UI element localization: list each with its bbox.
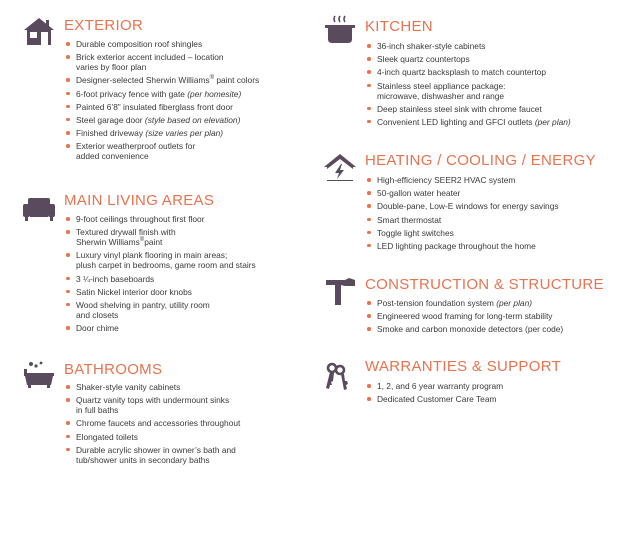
item-text: Durable composition roof shingles [76,39,203,49]
item-text: Exterior weatherproof outlets for added convenience [76,141,196,162]
list-item [365,67,625,77]
item-note: (per homesite) [187,88,242,99]
list-item [64,52,314,72]
item-note: (size varies per plan) [145,128,224,139]
list-item [64,39,314,49]
list-item [365,188,625,198]
list-item [365,311,625,321]
list-item [64,300,314,320]
hammer-icon [323,276,357,306]
list-item [64,250,314,270]
item-list [64,214,314,336]
list-item [64,141,314,161]
item-text: 9-foot ceilings throughout first floor [76,214,205,224]
list-item [365,54,625,64]
section-title: HEATING / COOLING / ENERGY [365,152,596,169]
item-text: High-efficiency SEER2 HVAC system [377,175,516,185]
item-text: Dedicated Customer Care Team [377,394,497,405]
list-item [365,381,625,391]
item-list [365,298,625,338]
item-text: Smoke and carbon monoxide detectors (per code) [377,324,564,335]
item-list [64,382,314,468]
bathtub-icon [22,360,56,390]
list-item [365,394,625,404]
list-item [64,274,314,284]
item-text: Toggle light switches [377,227,454,238]
section-title: BATHROOMS [64,361,163,378]
item-text: Double-pane, Low-E windows for energy savings [377,201,559,212]
list-item [365,324,625,334]
list-item [64,227,314,247]
list-item [64,128,314,138]
list-item [365,298,625,308]
house-icon [22,16,56,46]
item-text: Elongated toilets [76,431,138,442]
section-title: CONSTRUCTION & STRUCTURE [365,276,604,293]
item-note: (per plan) [534,116,571,127]
item-text: 3 ¼-inch baseboards [76,273,155,284]
list-item [365,241,625,251]
item-text: Sleek quartz countertops [377,54,470,65]
list-item [365,117,625,127]
list-item [64,418,314,428]
list-item [64,382,314,392]
item-text-tail: paint [144,237,163,248]
list-item [64,89,314,99]
section-title: WARRANTIES & SUPPORT [365,358,562,375]
item-text: Stainless steel appliance package: microwave, dishwasher and range [377,80,506,101]
item-text: 50-gallon water heater [377,188,461,199]
item-note: (per plan) [496,298,533,308]
item-note: (style based on elevation) [144,114,241,125]
item-text: Deep stainless steel sink with chrome faucet [377,103,542,114]
list-item [64,395,314,415]
item-text: Luxury vinyl plank flooring in main areas; plush carpet in bedrooms, game room and stairs [76,250,256,271]
cooking-pot-icon [323,14,357,44]
list-item [64,287,314,297]
list-item [64,445,314,465]
registered-mark: ® [209,75,215,82]
item-text: Quartz vanity tops with undermount sinks in full baths [76,395,230,416]
list-item [365,201,625,211]
list-item [365,104,625,114]
list-item [64,75,314,85]
keys-icon [320,362,354,392]
item-text: Shaker-style vanity cabinets [76,382,181,392]
item-text: 1, 2, and 6 year warranty program [377,381,504,391]
list-item [64,115,314,125]
item-text-tail: paint colors [214,75,260,86]
item-text: Smart thermostat [377,214,442,225]
item-list [365,381,625,407]
item-list [365,175,625,254]
item-text: LED lighting package throughout the home [377,240,536,251]
section-title: MAIN LIVING AREAS [64,192,215,209]
item-text: Brick exterior accent included – location varies by floor plan [76,52,224,73]
item-text: Designer-selected Sherwin Williams [76,75,210,86]
item-text: 6-foot privacy fence with gate [76,88,188,99]
list-item [365,175,625,185]
item-text: Durable acrylic shower in owner’s bath and tub/shower units in secondary baths [76,444,236,465]
item-text: Door chime [76,323,119,334]
list-item [365,228,625,238]
list-item [64,432,314,442]
energy-house-icon [323,152,357,182]
list-item [365,215,625,225]
section-title: KITCHEN [365,18,433,35]
item-text: 4-inch quartz backsplash to match countertop [377,67,546,78]
item-text: Textured drywall finish with Sherwin Williams [76,227,176,248]
item-text: Post-tension foundation system [377,298,497,308]
section-title: EXTERIOR [64,17,144,34]
list-item [365,41,625,51]
sofa-icon [22,193,56,223]
item-text: Convenient LED lighting and GFCI outlets [377,116,535,127]
list-item [64,323,314,333]
list-item [365,81,625,101]
list-item [64,102,314,112]
list-item [64,214,314,224]
item-text: Engineered wood framing for long-term stability [377,311,553,322]
item-text: Wood shelving in pantry, utility room and closets [76,299,210,320]
item-text: Finished driveway [76,128,146,139]
item-list [365,41,625,130]
item-list [64,39,314,165]
item-text: Satin Nickel interior door knobs [76,286,192,297]
item-text: Chrome faucets and accessories throughout [76,418,241,429]
item-text: Steel garage door [76,114,145,125]
item-text: 36-inch shaker-style cabinets [377,41,486,51]
registered-mark: ® [139,237,145,244]
item-text: Painted 6’8” insulated fiberglass front door [76,101,233,112]
